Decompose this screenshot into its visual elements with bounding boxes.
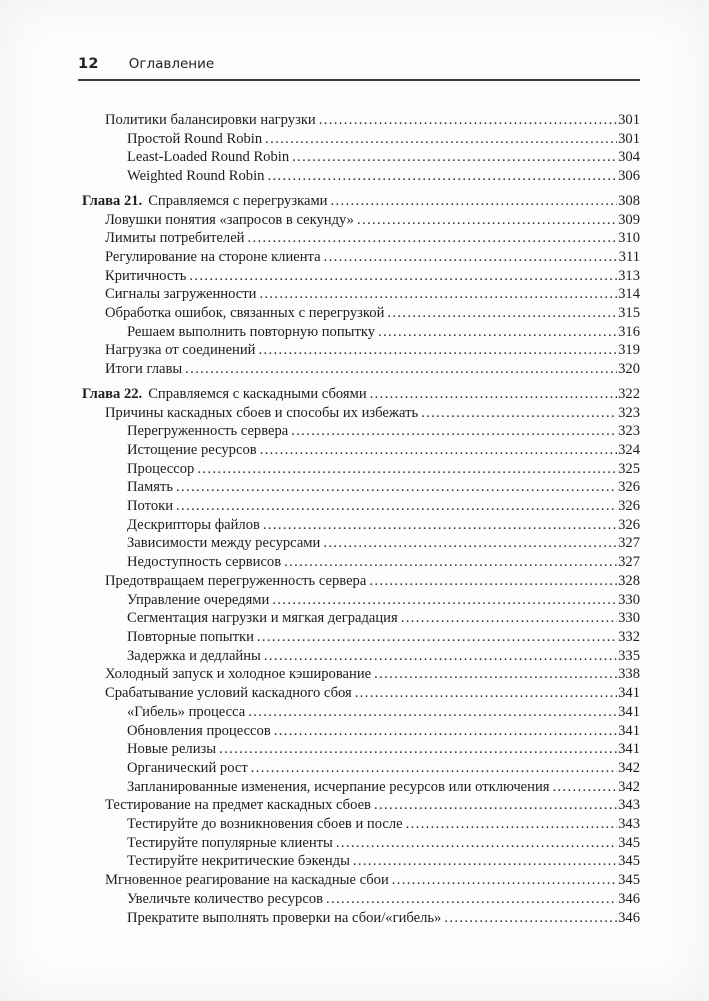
toc-entry-page-number: 315 bbox=[618, 305, 640, 322]
toc-entry bbox=[78, 815, 640, 834]
toc-entry-page-number: 308 bbox=[618, 192, 640, 209]
toc-entry-title: Обработка ошибок, связанных с перегрузкой bbox=[105, 305, 385, 322]
toc-entry-title: Недоступность сервисов bbox=[127, 554, 282, 571]
toc-entry-title: Тестируйте некритические бэкенды bbox=[127, 853, 350, 870]
toc-entry bbox=[78, 404, 640, 423]
toc-entry-title: Weighted Round Robin bbox=[127, 168, 265, 185]
toc-entry-page-number: 328 bbox=[618, 572, 640, 589]
toc-entry-title: Тестируйте популярные клиенты bbox=[127, 834, 333, 851]
toc-entry bbox=[78, 871, 640, 890]
running-header-text bbox=[78, 56, 640, 79]
toc-entry-page-number: 327 bbox=[618, 554, 640, 571]
toc-entry-title: Запланированные изменения, исчерпание ресурсов или отключения bbox=[127, 778, 550, 795]
toc-entry-title: Новые релизы bbox=[127, 741, 217, 758]
toc-dot-leader bbox=[258, 341, 617, 360]
toc-dot-leader bbox=[185, 360, 617, 379]
toc-entry-title: Least-Loaded Round Robin bbox=[127, 149, 290, 166]
toc-entry bbox=[78, 647, 640, 666]
toc-entry bbox=[78, 759, 640, 778]
toc-entry bbox=[78, 248, 640, 267]
toc-dot-leader bbox=[336, 834, 617, 853]
toc-dot-leader bbox=[370, 385, 617, 404]
toc-dot-leader bbox=[292, 148, 617, 167]
toc-entry-chapter-prefix: Глава 21. bbox=[82, 192, 143, 209]
toc-entry-page-number: 332 bbox=[618, 628, 640, 645]
toc-dot-leader bbox=[291, 422, 617, 441]
toc-dot-leader bbox=[319, 111, 617, 130]
toc-entry-page-number: 326 bbox=[618, 516, 640, 533]
toc-entry-title: Задержка и дедлайны bbox=[127, 647, 261, 664]
toc-entry-title: Регулирование на стороне клиента bbox=[105, 248, 321, 265]
toc-dot-leader bbox=[265, 130, 617, 149]
toc-entry bbox=[78, 422, 640, 441]
toc-entry bbox=[78, 534, 640, 553]
toc-entry-page-number: 323 bbox=[618, 423, 640, 440]
toc-entry bbox=[78, 229, 640, 248]
toc-entry-page-number: 322 bbox=[618, 385, 640, 402]
toc-entry-page-number: 345 bbox=[618, 853, 640, 870]
toc-dot-leader bbox=[248, 703, 617, 722]
toc-entry-page-number: 330 bbox=[618, 610, 640, 627]
toc-entry-title: Итоги главы bbox=[105, 361, 183, 378]
toc-dot-leader bbox=[401, 609, 617, 628]
header-page-number: 12 bbox=[78, 56, 99, 72]
toc-entry bbox=[78, 285, 640, 304]
toc-entry-page-number: 338 bbox=[618, 666, 640, 683]
toc-dot-leader bbox=[251, 759, 617, 778]
toc-dot-leader bbox=[357, 211, 617, 230]
toc-entry-title: Критичность bbox=[105, 267, 187, 284]
toc-dot-leader bbox=[392, 871, 617, 890]
toc-entry-page-number: 341 bbox=[618, 703, 640, 720]
toc-entry bbox=[78, 740, 640, 759]
toc-entry-title: Память bbox=[127, 479, 173, 496]
toc-entry bbox=[78, 130, 640, 149]
toc-entry bbox=[78, 553, 640, 572]
toc-dot-leader bbox=[378, 323, 617, 342]
toc-entry bbox=[78, 796, 640, 815]
toc-entry-title: «Гибель» процесса bbox=[127, 703, 246, 720]
toc-entry-title: Холодный запуск и холодное кэширование bbox=[105, 666, 372, 683]
toc-entry-title: Обновления процессов bbox=[127, 722, 271, 739]
toc-entry-page-number: 320 bbox=[618, 361, 640, 378]
toc-entry-title: Истощение ресурсов bbox=[127, 441, 257, 458]
toc-entry bbox=[78, 497, 640, 516]
toc-entry bbox=[78, 909, 640, 928]
toc-entry-title: Сегментация нагрузки и мягкая деградация bbox=[127, 610, 398, 627]
toc-list bbox=[78, 111, 640, 927]
toc-entry bbox=[78, 148, 640, 167]
toc-entry-title: Решаем выполнить повторную попытку bbox=[127, 323, 376, 340]
toc-entry-title: Сигналы загруженности bbox=[105, 286, 257, 303]
toc-dot-leader bbox=[219, 740, 617, 759]
toc-entry-page-number: 341 bbox=[618, 741, 640, 758]
toc-entry-page-number: 341 bbox=[618, 722, 640, 739]
toc-dot-leader bbox=[197, 460, 617, 479]
toc-dot-leader bbox=[324, 248, 618, 267]
toc-entry-page-number: 326 bbox=[618, 498, 640, 515]
toc-entry-page-number: 343 bbox=[618, 816, 640, 833]
toc-entry-title: Прекратите выполнять проверки на сбои/«гибель» bbox=[127, 909, 442, 926]
toc-entry bbox=[78, 572, 640, 591]
toc-entry bbox=[78, 834, 640, 853]
toc-entry-page-number: 346 bbox=[618, 909, 640, 926]
toc-entry bbox=[78, 211, 640, 230]
toc-entry-page-number: 342 bbox=[618, 778, 640, 795]
toc-entry-title: Дескрипторы файлов bbox=[127, 516, 260, 533]
toc-dot-leader bbox=[189, 267, 617, 286]
toc-entry-page-number: 311 bbox=[618, 248, 640, 265]
toc-entry bbox=[78, 591, 640, 610]
toc-entry-page-number: 325 bbox=[618, 460, 640, 477]
toc-dot-leader bbox=[176, 478, 617, 497]
toc-entry bbox=[78, 341, 640, 360]
toc-entry bbox=[78, 609, 640, 628]
toc-entry-title: Справляемся с каскадными сбоями bbox=[148, 385, 367, 402]
toc-dot-leader bbox=[263, 516, 617, 535]
toc-entry-page-number: 327 bbox=[618, 535, 640, 552]
toc-entry-title: Предотвращаем перегруженность сервера bbox=[105, 572, 367, 589]
toc-dot-leader bbox=[421, 404, 617, 423]
toc-entry bbox=[78, 478, 640, 497]
toc-dot-leader bbox=[323, 534, 617, 553]
toc-dot-leader bbox=[444, 909, 617, 928]
toc-entry bbox=[78, 460, 640, 479]
toc-entry-title: Простой Round Robin bbox=[127, 130, 263, 147]
toc-entry-title: Управление очередями bbox=[127, 591, 270, 608]
toc-entry-page-number: 306 bbox=[618, 168, 640, 185]
toc-entry-page-number: 326 bbox=[618, 479, 640, 496]
toc-entry-page-number: 319 bbox=[618, 342, 640, 359]
toc-entry-title: Мгновенное реагирование на каскадные сбои bbox=[105, 872, 389, 889]
toc-entry-title: Перегруженность сервера bbox=[127, 423, 289, 440]
toc-entry-title: Тестируйте до возникновения сбоев и после bbox=[127, 816, 403, 833]
toc-dot-leader bbox=[272, 591, 617, 610]
toc-entry-page-number: 323 bbox=[618, 404, 640, 421]
toc-entry bbox=[78, 385, 640, 404]
toc-entry-page-number: 343 bbox=[618, 797, 640, 814]
toc-entry bbox=[78, 890, 640, 909]
toc-entry bbox=[78, 703, 640, 722]
toc-entry-page-number: 309 bbox=[618, 211, 640, 228]
toc-entry bbox=[78, 167, 640, 186]
toc-entry-title: Причины каскадных сбоев и способы их избежать bbox=[105, 404, 419, 421]
toc-entry-title: Увеличьте количество ресурсов bbox=[127, 890, 324, 907]
toc-entry-title: Нагрузка от соединений bbox=[105, 342, 256, 359]
toc-entry-page-number: 335 bbox=[618, 647, 640, 664]
toc-entry-title: Справляемся с перегрузками bbox=[148, 192, 328, 209]
toc-entry-page-number: 345 bbox=[618, 834, 640, 851]
toc-entry bbox=[78, 722, 640, 741]
toc-entry bbox=[78, 111, 640, 130]
toc-entry-page-number: 301 bbox=[618, 130, 640, 147]
toc-entry-chapter-prefix: Глава 22. bbox=[82, 385, 143, 402]
toc-dot-leader bbox=[259, 285, 617, 304]
toc-dot-leader bbox=[248, 229, 618, 248]
toc-entry bbox=[78, 360, 640, 379]
toc-dot-leader bbox=[353, 852, 617, 871]
toc-dot-leader bbox=[284, 553, 617, 572]
toc-entry-title: Ловушки понятия «запросов в секунду» bbox=[105, 211, 354, 228]
toc-entry-page-number: 314 bbox=[618, 286, 640, 303]
toc-entry bbox=[78, 778, 640, 797]
toc-dot-leader bbox=[326, 890, 617, 909]
header-rule bbox=[78, 79, 640, 81]
toc-entry-page-number: 316 bbox=[618, 323, 640, 340]
toc-entry-title: Потоки bbox=[127, 498, 174, 515]
toc-entry-page-number: 313 bbox=[618, 267, 640, 284]
toc-entry bbox=[78, 665, 640, 684]
toc-entry bbox=[78, 323, 640, 342]
toc-dot-leader bbox=[406, 815, 617, 834]
toc-dot-leader bbox=[274, 722, 617, 741]
toc-entry-title: Процессор bbox=[127, 460, 195, 477]
toc-dot-leader bbox=[374, 796, 617, 815]
toc-entry bbox=[78, 852, 640, 871]
toc-entry bbox=[78, 304, 640, 323]
toc-entry bbox=[78, 628, 640, 647]
toc-dot-leader bbox=[267, 167, 617, 186]
toc-entry bbox=[78, 516, 640, 535]
toc-entry-page-number: 342 bbox=[618, 759, 640, 776]
toc-entry bbox=[78, 192, 640, 211]
toc-dot-leader bbox=[260, 441, 617, 460]
toc-entry-page-number: 304 bbox=[618, 149, 640, 166]
toc-dot-leader bbox=[387, 304, 617, 323]
toc-entry bbox=[78, 267, 640, 286]
toc-entry-title: Повторные попытки bbox=[127, 628, 254, 645]
toc-entry-page-number: 341 bbox=[618, 685, 640, 702]
toc-entry bbox=[78, 684, 640, 703]
toc-entry-page-number: 301 bbox=[618, 112, 640, 128]
toc-dot-leader bbox=[264, 647, 617, 666]
toc-dot-leader bbox=[331, 192, 618, 211]
toc-dot-leader bbox=[257, 628, 617, 647]
toc-entry-title: Тестирование на предмет каскадных сбоев bbox=[105, 797, 371, 814]
toc-entry-page-number: 345 bbox=[618, 872, 640, 889]
toc-entry-page-number: 330 bbox=[618, 591, 640, 608]
toc-entry-page-number: 324 bbox=[618, 441, 640, 458]
toc-entry-page-number: 310 bbox=[618, 230, 640, 247]
toc-dot-leader bbox=[355, 684, 617, 703]
toc-dot-leader bbox=[369, 572, 617, 591]
toc-entry-title: Политики балансировки нагрузки bbox=[105, 112, 316, 128]
toc-entry-title: Срабатывание условий каскадного сбоя bbox=[105, 685, 352, 702]
toc-dot-leader bbox=[374, 665, 617, 684]
toc-dot-leader bbox=[176, 497, 617, 516]
toc-entry bbox=[78, 441, 640, 460]
toc-dot-leader bbox=[552, 778, 617, 797]
running-header bbox=[78, 56, 640, 81]
toc-entry-page-number: 346 bbox=[618, 890, 640, 907]
toc-entry-title: Зависимости между ресурсами bbox=[127, 535, 321, 552]
header-section-title: Оглавление bbox=[128, 56, 215, 72]
toc-entry-title: Лимиты потребителей bbox=[105, 230, 245, 247]
toc-entry-title: Органический рост bbox=[127, 759, 248, 776]
